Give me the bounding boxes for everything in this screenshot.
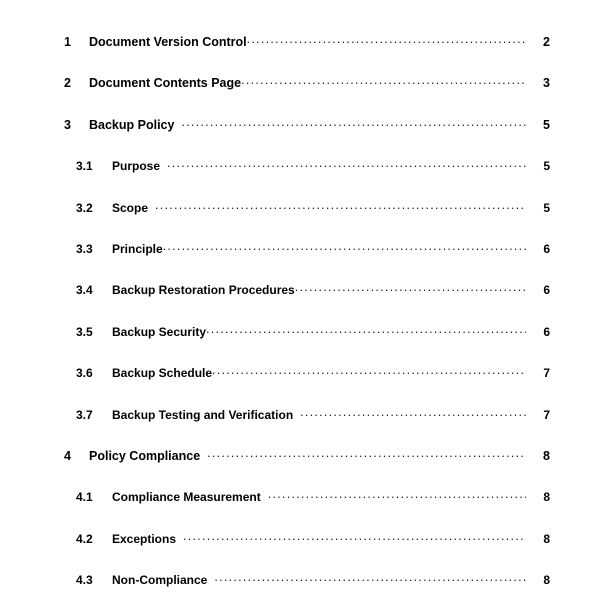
- toc-entry[interactable]: [0, 363, 600, 381]
- toc-entry[interactable]: [0, 32, 600, 50]
- toc-dot-leader: [183, 529, 526, 543]
- toc-dot-leader: [181, 115, 526, 129]
- toc-entry-page-number: 7: [543, 366, 550, 381]
- toc-entry-title[interactable]: Principle: [112, 242, 163, 256]
- toc-entry-number: 3.6: [76, 366, 93, 381]
- toc-entry-number: 3.4: [76, 283, 93, 298]
- toc-entry-title[interactable]: Exceptions: [112, 531, 177, 546]
- toc-entry-page-number: 6: [543, 242, 550, 256]
- toc-entry-title[interactable]: Backup Restoration Procedures: [112, 283, 295, 298]
- toc-entry-number: 3.7: [76, 407, 93, 422]
- toc-entry-page-number: 6: [543, 283, 550, 298]
- toc-entry-number: 3.2: [76, 200, 93, 215]
- toc-entry-title[interactable]: Purpose: [112, 159, 161, 174]
- toc-entry[interactable]: [0, 73, 600, 91]
- toc-entry-number: 1: [64, 35, 71, 49]
- toc-entry-title[interactable]: Policy Compliance: [89, 449, 201, 463]
- toc-entry-number: 3.3: [76, 242, 93, 256]
- toc-entry-title[interactable]: Backup Policy: [89, 117, 175, 132]
- toc-dot-leader: [155, 198, 526, 212]
- toc-entry-page-number: 8: [543, 490, 550, 505]
- toc-entry-page-number: 8: [543, 573, 550, 588]
- toc-entry-title[interactable]: Scope: [112, 200, 149, 215]
- toc-entry[interactable]: [0, 156, 600, 174]
- toc-dot-leader: [241, 73, 526, 87]
- toc-entry[interactable]: [0, 280, 600, 298]
- toc-dot-leader: [300, 405, 526, 419]
- toc-dot-leader: [163, 239, 526, 253]
- toc-entry[interactable]: [0, 239, 600, 257]
- toc-entry-title[interactable]: Compliance Measurement: [112, 490, 261, 505]
- toc-entry[interactable]: [0, 405, 600, 423]
- toc-entry-page-number: 2: [543, 35, 550, 49]
- toc-dot-leader: [167, 156, 526, 170]
- toc-entry[interactable]: [0, 198, 600, 216]
- toc-entry-title[interactable]: Document Contents Page: [89, 76, 242, 91]
- toc-entry-page-number: 6: [543, 324, 550, 339]
- toc-entry-number: 4.1: [76, 490, 93, 505]
- toc-entry[interactable]: [0, 570, 600, 588]
- toc-entry[interactable]: [0, 115, 600, 133]
- toc-entry-page-number: 5: [543, 200, 550, 215]
- toc-dot-leader: [295, 280, 526, 294]
- toc-entry-number: 2: [64, 76, 71, 91]
- toc-dot-leader: [214, 570, 526, 584]
- toc-entry-title[interactable]: Document Version Control: [89, 35, 247, 49]
- toc-entry-number: 3.1: [76, 159, 93, 174]
- toc-entry-title[interactable]: Backup Testing and Verification: [112, 407, 294, 422]
- toc-entry-page-number: 5: [543, 117, 550, 132]
- toc-entry[interactable]: [0, 487, 600, 505]
- toc-entry-number: 3.5: [76, 324, 93, 339]
- toc-dot-leader: [247, 32, 526, 46]
- toc-entry-page-number: 8: [543, 449, 550, 463]
- toc-entry[interactable]: [0, 529, 600, 547]
- page-heading-clipped: [0, 0, 600, 2]
- toc-entry-page-number: 3: [543, 76, 550, 91]
- toc-dot-leader: [212, 363, 526, 377]
- toc-entry-number: 3: [64, 117, 71, 132]
- toc-entry-page-number: 5: [543, 159, 550, 174]
- toc-entry-page-number: 8: [543, 531, 550, 546]
- toc-entry-title[interactable]: Non-Compliance: [112, 573, 208, 588]
- toc-entry-title[interactable]: Backup Schedule: [112, 366, 213, 381]
- toc-entry-title[interactable]: Backup Security: [112, 324, 207, 339]
- toc-entry-number: 4.3: [76, 573, 93, 588]
- toc-entry[interactable]: [0, 446, 600, 464]
- toc-entry-page-number: 7: [543, 407, 550, 422]
- toc-dot-leader: [268, 487, 526, 501]
- toc-entry-number: 4.2: [76, 531, 93, 546]
- toc-dot-leader: [207, 446, 526, 460]
- toc-entry-number: 4: [64, 449, 71, 463]
- toc-entry[interactable]: [0, 322, 600, 340]
- toc-dot-leader: [206, 322, 526, 336]
